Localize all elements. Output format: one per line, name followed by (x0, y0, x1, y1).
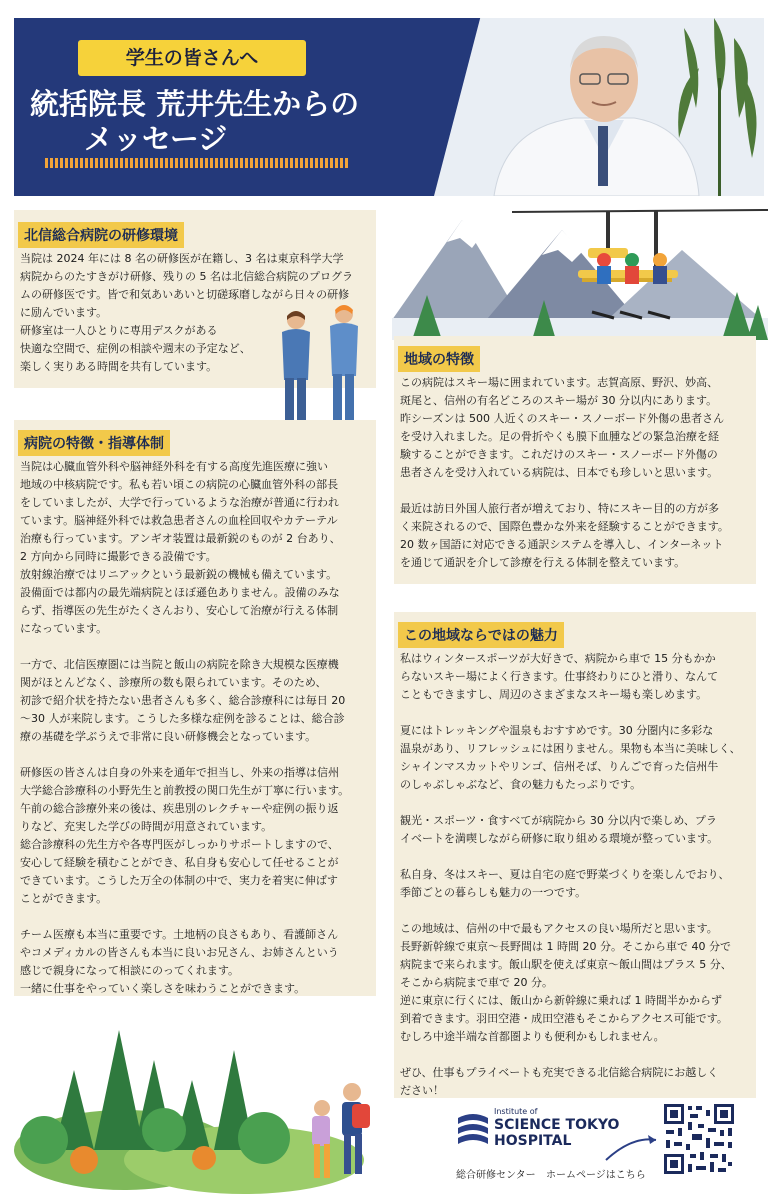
text-line: 当院は 2024 年には 8 名の研修医が在籍し、3 名は東京科学大学 (20, 252, 344, 265)
region-body (400, 374, 760, 572)
text-line: 一緒に仕事をやっていく楽しさを味わうことができます。 (20, 982, 306, 995)
text-line: この病院はスキー場に囲まれています。志賀高原、野沢、妙高、 (400, 376, 719, 389)
section-title-training: 北信総合病院の研修環境 (18, 222, 184, 248)
text-line: りなど、充実した学びの時間が用意されています。 (20, 820, 273, 833)
text-line: 地域の中核病院です。私も若い頃この病院の心臓血管外科の部長 (20, 478, 339, 491)
text-line: ムの研修医です。皆で和気あいあいと切磋琢磨しながら日々の研修 (20, 288, 350, 301)
text-line: 斑尾と、信州の有名どころのスキー場が 30 分以内にあります。 (400, 394, 718, 407)
text-line: 研修室は一人ひとりに専用デスクがある (20, 324, 218, 337)
text-line: らないスキー場によく行きます。仕事終わりにひと滑り、なんて (400, 670, 719, 683)
text-line: 私はウィンタースポーツが大好きで、病院から車で 15 分もかか (400, 652, 716, 665)
text-line: を受け入れました。足の骨折やくも膜下血腫などの緊急治療を経 (400, 430, 719, 443)
section-title-charm: この地域ならではの魅力 (398, 622, 564, 648)
section-title-features: 病院の特徴・指導体制 (18, 430, 170, 456)
arrow-icon (602, 1130, 662, 1166)
ski-lift-illustration (392, 200, 768, 340)
dashed-divider (45, 158, 350, 168)
text-line: ぜひ、仕事もプライベートも充実できる北信総合病院にお越しく (400, 1066, 719, 1079)
features-body (20, 458, 380, 998)
logo-institute-text: Institute of (494, 1107, 538, 1116)
text-line: シャインマスカットやリンゴ、信州そば、りんごで育った信州牛 (400, 760, 719, 773)
text-line: 験することができます。これだけのスキー・スノーボード外傷の (400, 448, 718, 461)
text-line: 療の基礎を学ぶうえで非常に良い研修機会となっています。 (20, 730, 317, 743)
text-line: ことができます。 (20, 892, 108, 905)
text-line: 観光・スポーツ・食すべてが病院から 30 分以内で楽しめ、プラ (400, 814, 717, 827)
text-line: を通じて通訳を介して診療を行える体制を整えています。 (400, 556, 686, 569)
forest-hikers-illustration (14, 1010, 394, 1194)
doctor-illustration (434, 18, 764, 196)
charm-body (400, 650, 760, 1100)
text-line: 季節ごとの暮らしも魅力の一つです。 (400, 886, 587, 899)
text-line: になっています。 (20, 622, 108, 635)
text-line: 大学総合診療科の小野先生と前教授の関口先生が丁寧に行います。 (20, 784, 350, 797)
text-line: 楽しく実りある時間を共有しています。 (20, 360, 218, 373)
logo-hospital-text: HOSPITAL (494, 1133, 572, 1149)
text-line: ています。脳神経外科では救急患者さんの血栓回収やカテーテル (20, 514, 338, 527)
text-line: をしていましたが、大学で行っているような治療が普通に行われ (20, 496, 339, 509)
text-line: 長野新幹線で東京〜長野間は 1 時間 20 分。そこから車で 40 分で (400, 940, 731, 953)
text-line: この地域は、信州の中で最もアクセスの良い場所だと思います。 (400, 922, 718, 935)
text-line: らず、指導医の先生がたくさんおり、安心して治療が行える体制 (20, 604, 339, 617)
text-line: そこから病院まで車で 20 分。 (400, 976, 553, 989)
training-center-label: 総合研修センター (456, 1170, 536, 1181)
text-line: イベートを満喫しながら研修に取り組める環境が整っています。 (400, 832, 719, 845)
text-line: 患者さんを受け入れている病院は、日本でも珍しいと思います。 (400, 466, 719, 479)
page-title-line1: 統括院長 荒井先生からの (30, 87, 360, 121)
text-line: 温泉があり、リフレッシュには困りません。果物も本当に美味しく、 (400, 742, 741, 755)
text-line: 設備面では都内の最先端病院とほぼ遜色ありません。設備のみな (20, 586, 340, 599)
text-line: のしゃぶしゃぶなど、食の魅力もたっぷりです。 (400, 778, 642, 791)
text-line: 一方で、北信医療圏には当院と飯山の病院を除き大規模な医療機 (20, 658, 339, 671)
page-title-line2: メッセージ (84, 122, 228, 156)
text-line: 治療も行っています。アンギオ装置は最新鋭のものが 2 台あり、 (20, 532, 341, 545)
text-line: 総合診療科の先生方や各専門医がしっかりサポートしますので、 (20, 838, 339, 851)
text-line: 快適な空間で、症例の相談や週末の予定など、 (20, 342, 251, 355)
text-line: ださい！ (400, 1084, 444, 1097)
text-line: 最近は訪日外国人旅行者が増えており、特にスキー目的の方が多 (400, 502, 719, 515)
subtitle-banner: 学生の皆さんへ (78, 40, 306, 76)
text-line: 到着できます。羽田空港・成田空港もそこからアクセス可能です。 (400, 1012, 728, 1025)
residents-illustration (266, 300, 376, 436)
qr-code[interactable] (662, 1102, 736, 1176)
text-line: 夏にはトレッキングや温泉もおすすめです。30 分圏内に多彩な (400, 724, 714, 737)
logo-science-tokyo-text: SCIENCE TOKYO (494, 1117, 620, 1133)
text-line: 安心して経験を積むことができ、私自身も安心して任せることが (20, 856, 339, 869)
text-line: 2 方向から同時に撮影できる設備です。 (20, 550, 217, 563)
text-line: 昨シーズンは 500 人近くのスキー・スノーボード外傷の患者さん (400, 412, 725, 425)
text-line: 当院は心臓血管外科や脳神経外科を有する高度先進医療に強い (20, 460, 328, 473)
text-line: 私自身、冬はスキー、夏は自宅の庭で野菜づくりを楽しんでおり、 (400, 868, 730, 881)
text-line: く来院されるので、国際色豊かな外来を経験することができます。 (400, 520, 729, 533)
text-line: 病院まで来られます。飯山駅を使えば東京〜飯山間はプラス 5 分、 (400, 958, 732, 971)
science-tokyo-logo-icon (456, 1110, 490, 1150)
text-line: 〜30 人が来院します。こうした多様な症例を診ることは、総合診 (20, 712, 345, 725)
section-title-region: 地域の特徴 (398, 346, 480, 372)
text-line: こともできますし、周辺のさまざまなスキー場も楽しめます。 (400, 688, 708, 701)
text-line: 放射線治療ではリニアックという最新鋭の機械も備えています。 (20, 568, 338, 581)
text-line: できています。こうした万全の体制の中で、実力を着実に伸ばす (20, 874, 338, 887)
text-line: 逆に東京に行くには、飯山から新幹線に乗れば 1 時間半かからず (400, 994, 722, 1007)
doctor-photo (434, 18, 764, 196)
text-line: 20 数ヶ国語に対応できる通訳システムを導入し、インターネット (400, 538, 724, 551)
text-line: チーム医療も本当に重要です。土地柄の良さもあり、看護師さん (20, 928, 339, 941)
text-line: 感じで親身になって相談にのってくれます。 (20, 964, 240, 977)
text-line: 初診で紹介状を持たない患者さんも多く、総合診療科には毎日 20 (20, 694, 346, 707)
text-line: むしろ中途半端な首都圏よりも便利かもしれません。 (400, 1030, 665, 1043)
text-line: に励んでいます。 (20, 306, 108, 319)
text-line: 午前の総合診療外来の後は、疾患別のレクチャーや症例の振り返 (20, 802, 339, 815)
text-line: 病院からのたすきがけ研修、残りの 5 名は北信総合病院のプログラ (20, 270, 353, 283)
text-line: 研修医の皆さんは自身の外来を通年で担当し、外来の指導は信州 (20, 766, 339, 779)
text-line: 関がほとんどなく、診療所の数も限られています。そのため、 (20, 676, 327, 689)
homepage-link[interactable]: ホームページはこちら (546, 1170, 646, 1181)
text-line: やコメディカルの皆さんも本当に良いお兄さん、お姉さんという (20, 946, 339, 959)
